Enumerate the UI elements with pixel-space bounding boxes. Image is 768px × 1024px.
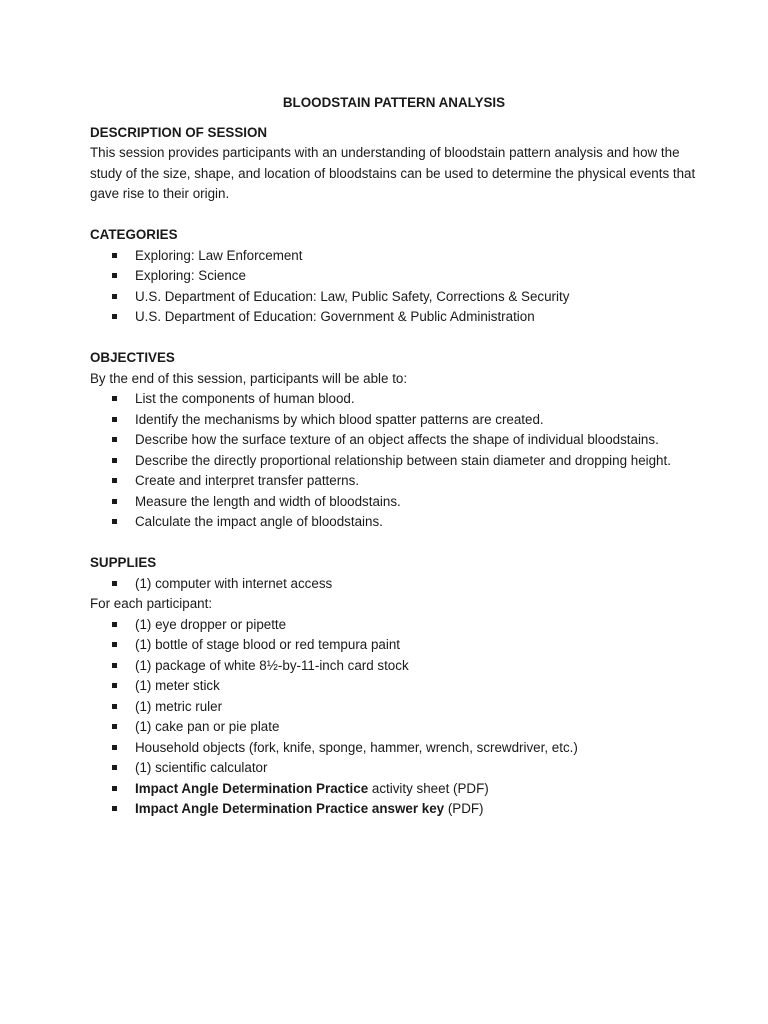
square-bullet-icon bbox=[112, 765, 117, 770]
list-item: (1) meter stick bbox=[90, 676, 708, 697]
list-item: Describe how the surface texture of an object affects the shape of individual bloodstains. bbox=[90, 430, 708, 451]
square-bullet-icon bbox=[112, 622, 117, 627]
supplies-section bbox=[90, 553, 708, 820]
description-heading: DESCRIPTION OF SESSION bbox=[90, 124, 268, 140]
square-bullet-icon bbox=[112, 294, 117, 299]
square-bullet-icon bbox=[112, 314, 117, 319]
objectives-section bbox=[90, 348, 708, 533]
supplies-participant-list bbox=[90, 615, 708, 820]
list-item: (1) eye dropper or pipette bbox=[90, 615, 708, 636]
square-bullet-icon bbox=[112, 417, 117, 422]
square-bullet-icon bbox=[112, 663, 117, 668]
participant-intro: For each participant: bbox=[90, 596, 213, 611]
square-bullet-icon bbox=[112, 253, 117, 258]
square-bullet-icon bbox=[112, 478, 117, 483]
square-bullet-icon bbox=[112, 786, 117, 791]
list-item: Exploring: Science bbox=[90, 266, 708, 287]
square-bullet-icon bbox=[112, 519, 117, 524]
objectives-list bbox=[90, 389, 708, 533]
spacer bbox=[90, 328, 708, 349]
square-bullet-icon bbox=[112, 458, 117, 463]
square-bullet-icon bbox=[112, 806, 117, 811]
description-section bbox=[90, 123, 708, 205]
square-bullet-icon bbox=[112, 437, 117, 442]
list-item: (1) bottle of stage blood or red tempura paint bbox=[90, 635, 708, 656]
answer-key-suffix: (PDF) bbox=[444, 801, 484, 816]
square-bullet-icon bbox=[112, 396, 117, 401]
list-item: Describe the directly proportional relationship between stain diameter and dropping height. bbox=[90, 451, 708, 472]
square-bullet-icon bbox=[112, 499, 117, 504]
categories-list bbox=[90, 246, 708, 328]
answer-key-item bbox=[90, 799, 708, 820]
list-item: Identify the mechanisms by which blood spatter patterns are created. bbox=[90, 410, 708, 431]
list-item: Measure the length and width of bloodstains. bbox=[90, 492, 708, 513]
list-item: (1) cake pan or pie plate bbox=[90, 717, 708, 738]
answer-key-title: Impact Angle Determination Practice answer key bbox=[135, 801, 445, 816]
square-bullet-icon bbox=[112, 683, 117, 688]
objectives-intro: By the end of this session, participants will be able to: bbox=[90, 370, 408, 386]
activity-sheet-title: Impact Angle Determination Practice bbox=[135, 780, 369, 796]
list-item: (1) scientific calculator bbox=[90, 758, 708, 779]
square-bullet-icon bbox=[112, 273, 117, 278]
list-item: Exploring: Law Enforcement bbox=[90, 246, 708, 267]
description-text: This session provides participants with an understanding of bloodstain pattern analysis and how the study of the size, shape, and location of bloodstains can be used to determine the physical events that gave rise to their origin. bbox=[90, 145, 696, 201]
list-item: (1) metric ruler bbox=[90, 697, 708, 718]
square-bullet-icon bbox=[112, 745, 117, 750]
list-item: Create and interpret transfer patterns. bbox=[90, 471, 708, 492]
list-item: Household objects (fork, knife, sponge, hammer, wrench, screwdriver, etc.) bbox=[90, 738, 708, 759]
spacer bbox=[90, 205, 708, 226]
square-bullet-icon bbox=[112, 704, 117, 709]
list-item: List the components of human blood. bbox=[90, 389, 708, 410]
square-bullet-icon bbox=[112, 581, 117, 586]
spacer bbox=[90, 533, 708, 554]
activity-sheet-item bbox=[90, 779, 708, 800]
list-item: Calculate the impact angle of bloodstains. bbox=[90, 512, 708, 533]
objectives-heading: OBJECTIVES bbox=[90, 350, 175, 365]
list-item: (1) package of white 8½-by-11-inch card stock bbox=[90, 656, 708, 677]
supplies-general-list bbox=[90, 574, 708, 595]
list-item: U.S. Department of Education: Government & Public Administration bbox=[90, 307, 708, 328]
square-bullet-icon bbox=[112, 642, 117, 647]
supplies-heading: SUPPLIES bbox=[90, 555, 157, 570]
categories-section bbox=[90, 225, 708, 328]
categories-heading: CATEGORIES bbox=[90, 227, 178, 242]
square-bullet-icon bbox=[112, 724, 117, 729]
list-item: U.S. Department of Education: Law, Public Safety, Corrections & Security bbox=[90, 287, 708, 308]
list-item: (1) computer with internet access bbox=[90, 574, 708, 595]
activity-sheet-suffix: activity sheet (PDF) bbox=[368, 780, 489, 796]
document-title: BLOODSTAIN PATTERN ANALYSIS bbox=[282, 95, 506, 110]
